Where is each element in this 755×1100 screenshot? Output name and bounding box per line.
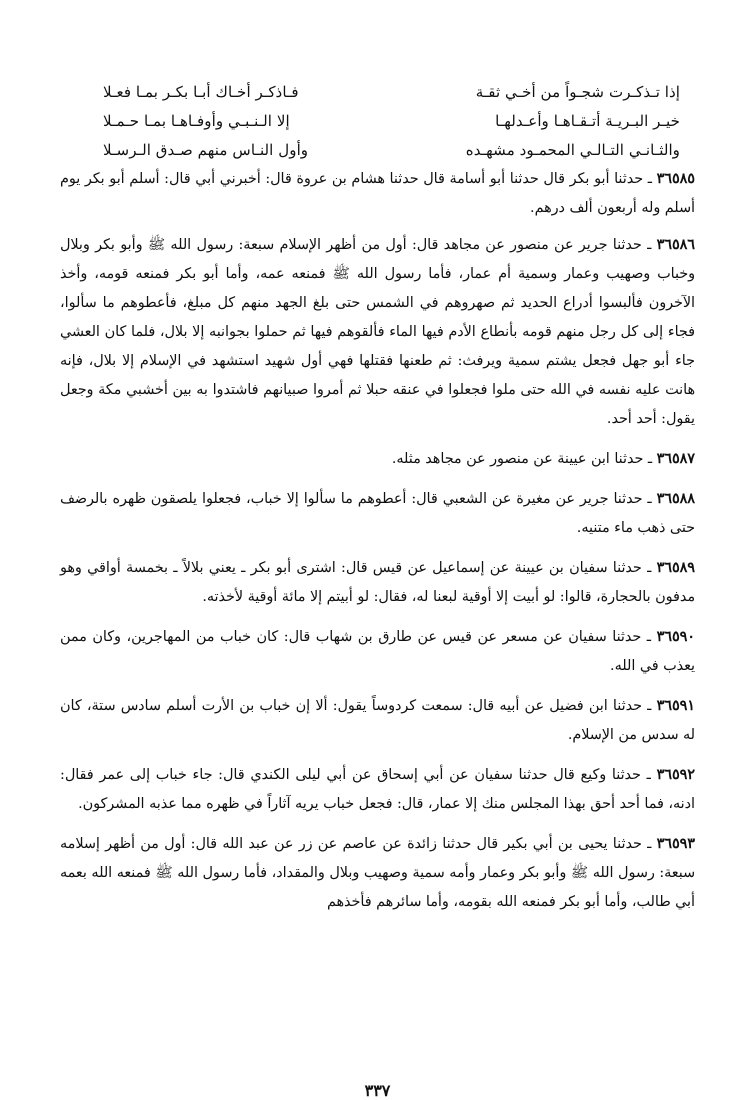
poem-first-hemistich: والثـانـي التـالـي المحمـود مشهـده — [465, 141, 680, 159]
hadith-text: ـ حدثنا أبو بكر قال حدثنا أبو أسامة قال حدثنا هشام بن عروة قال: أخبرني أبي قال: أسلم أبو بكر يوم أسلم وله أربعون ألف درهم. — [60, 171, 695, 216]
hadith-paragraph — [60, 830, 695, 917]
hadith-number: ٣٦٥٨٥ — [656, 171, 695, 187]
hadith-number: ٣٦٥٨٩ — [656, 560, 695, 576]
document-page — [60, 78, 695, 1100]
hadith-paragraph — [60, 623, 695, 681]
hadith-text: ـ حدثنا جرير عن منصور عن مجاهد قال: أول من أظهر الإسلام سبعة: رسول الله ﷺ وأبو بكر وبلال وخباب وصهيب وعمار وسمية أم عمار، فأما رسول الله ﷺ فمنعه عمه، وأما أبو بكر فمنعه قومه، وأخذ الآخرون فألبسوا أدراع الحديد ثم صهروهم في الشمس حتى بلغ الجهد منهم كل مبلغ، فأعطوهم ما سألوا، فجاء إلى كل رجل منهم قومه بأنطاع الأدم فيها الماء فألقوهم فيها ثم حملوا بجوانبه إلا بلال، فلما كان العشي جاء أبو جهل فجعل يشتم سمية ويرفث: ثم طعنها فقتلها فهي أول شهيد استشهد في الإسلام إلا بلال، فإنه هانت عليه نفسه في الله حتى ملوا فجعلوا في عنقه حبلا ثم أمروا صبيانهم فاشتدوا به بين أخشبي مكة وجعل يقول: أحد أحد. — [60, 237, 695, 427]
poem-line — [60, 107, 695, 136]
hadith-text: ـ حدثنا يحيى بن أبي بكير قال حدثنا زائدة عن عاصم عن زر عن عبد الله قال: أول من أظهر إسلامه سبعة: رسول الله ﷺ وأبو بكر وعمار وأمه سمية وصهيب وبلال والمقداد، فأما رسول الله ﷺ فمنعه الله بعمه أبي طالب، وأما أبو بكر فمنعه الله بقومه، وأما سائرهم فأخذهم — [60, 836, 695, 910]
hadith-number: ٣٦٥٩٠ — [656, 629, 695, 645]
poem-second-hemistich: فـاذكـر أخـاك أبـا بكـر بمـا فعـلا — [103, 83, 299, 101]
hadith-text: ـ حدثنا جرير عن مغيرة عن الشعبي قال: أعطوهم ما سألوا إلا خباب، فجعلوا يلصقون ظهره بالرضف حتى ذهب ماء متنيه. — [60, 491, 695, 536]
page-number: ٣٣٧ — [364, 1081, 391, 1100]
poem-line — [60, 136, 695, 165]
hadith-text: ـ حدثنا سفيان بن عيينة عن إسماعيل عن قيس قال: اشترى أبو بكر ـ يعني بلالاً ـ بخمسة أواقي وهو مدفون بالحجارة، قالوا: لو أبيت إلا أوقية لبعنا له، فقال: لو أبيتم إلا مائة أوقية لأخذته. — [60, 560, 695, 605]
hadith-text: ـ حدثنا ابن عيينة عن منصور عن مجاهد مثله. — [391, 451, 657, 467]
poem-first-hemistich: خيـر البـريـة أتـقـاهـا وأعـدلهـا — [495, 112, 680, 130]
poem-line — [60, 78, 695, 107]
hadith-paragraph — [60, 165, 695, 223]
poem-first-hemistich: إذا تـذكـرت شجـواً من أخـي ثقـة — [475, 83, 680, 101]
hadith-paragraph — [60, 692, 695, 750]
hadith-paragraph — [60, 485, 695, 543]
hadith-number: ٣٦٥٩١ — [656, 698, 695, 714]
hadith-number: ٣٦٥٩٢ — [656, 767, 695, 783]
hadith-text: ـ حدثنا سفيان عن مسعر عن قيس عن طارق بن شهاب قال: كان خباب من المهاجرين، وكان ممن يعذب في الله. — [60, 629, 695, 674]
hadith-number: ٣٦٥٩٣ — [656, 836, 695, 852]
hadith-text: ـ حدثنا وكيع قال حدثنا سفيان عن أبي إسحاق عن أبي ليلى الكندي قال: جاء خباب إلى عمر فقال: ادنه، فما أحد أحق بهذا المجلس منك إلا عمار، قال: فجعل خباب يريه آثاراً في ظهره مما عذبه المشركون. — [60, 767, 695, 812]
hadith-number: ٣٦٥٨٧ — [656, 451, 695, 467]
hadith-text: ـ حدثنا ابن فضيل عن أبيه قال: سمعت كردوساً يقول: ألا إن خباب بن الأرت أسلم سادس ستة، كان له سدس من الإسلام. — [60, 698, 695, 743]
hadith-paragraph — [60, 761, 695, 819]
hadith-number: ٣٦٥٨٦ — [656, 237, 695, 253]
hadith-paragraph — [60, 231, 695, 434]
poem — [60, 78, 695, 165]
poem-second-hemistich: إلا الـنـبـي وأوفـاهـا بمـا حـمـلا — [103, 112, 290, 130]
hadith-paragraph — [60, 554, 695, 612]
hadith-paragraph — [60, 445, 695, 474]
hadith-number: ٣٦٥٨٨ — [656, 491, 695, 507]
poem-second-hemistich: وأول النـاس منهم صـدق الـرسـلا — [103, 141, 309, 159]
